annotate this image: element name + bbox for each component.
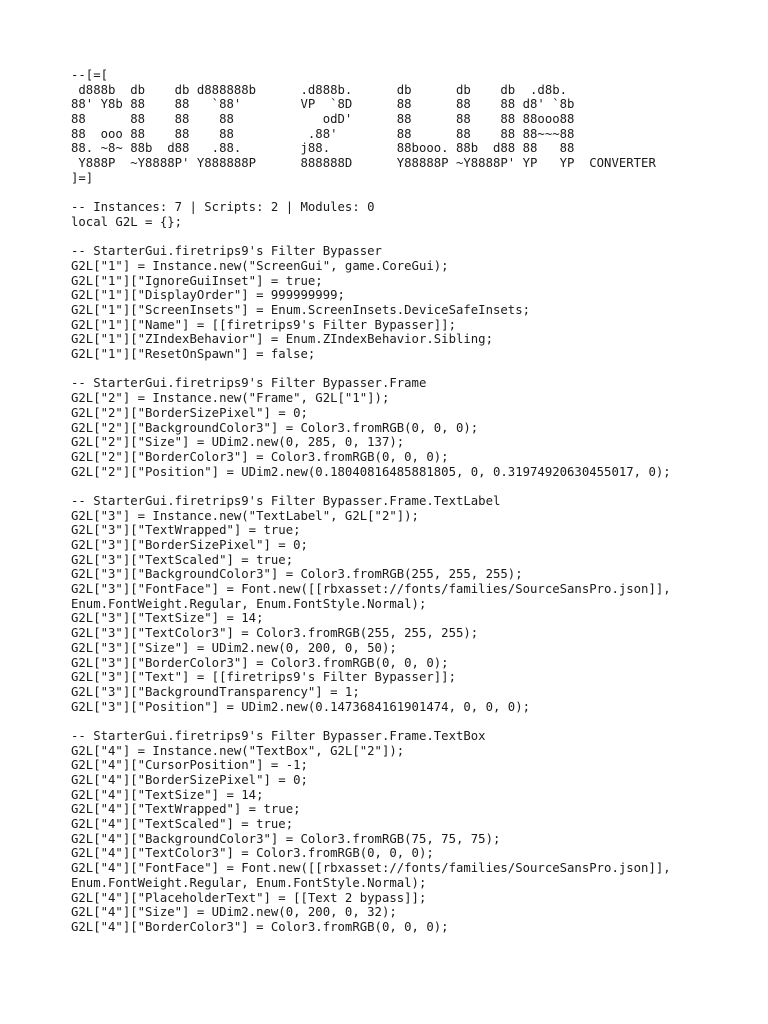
code-comment: -- StarterGui.firetrips9's Filter Bypasser.Frame.TextBox — [71, 728, 486, 743]
code-line: G2L["4"]["PlaceholderText"] = [[Text 2 bypass]]; — [71, 890, 427, 905]
header-block — [71, 200, 761, 229]
code-line: G2L["2"]["BackgroundColor3"] = Color3.fromRGB(0, 0, 0); — [71, 420, 479, 435]
code-line: G2L["4"]["TextSize"] = 14; — [71, 787, 264, 802]
code-line: Enum.FontWeight.Regular, Enum.FontStyle.Normal); — [71, 875, 427, 890]
code-line: ]=] — [71, 170, 94, 185]
code-document — [71, 68, 761, 935]
code-line: G2L["2"]["Size"] = UDim2.new(0, 285, 0, 137); — [71, 435, 405, 450]
code-line: G2L["1"]["ResetOnSpawn"] = false; — [71, 347, 316, 362]
code-line: G2L["3"]["BorderSizePixel"] = 0; — [71, 538, 308, 552]
blank-line — [71, 186, 761, 201]
code-line: G2L["3"] = Instance.new("TextLabel", G2L["2"]); — [71, 508, 419, 523]
code-line: G2L["2"]["Position"] = UDim2.new(0.18040816485881805, 0, 0.31974920630455017, 0); — [71, 464, 671, 479]
code-line: G2L["1"]["IgnoreGuiInset"] = true; — [71, 273, 323, 288]
code-line: G2L["1"]["Name"] = [[firetrips9's Filter Bypasser]]; — [71, 317, 456, 332]
code-line: G2L["3"]["BorderColor3"] = Color3.fromRGB(0, 0, 0); — [71, 655, 449, 670]
ascii-banner — [71, 68, 761, 186]
textlabel-block — [71, 494, 761, 714]
code-line: G2L["3"]["Text"] = [[firetrips9's Filter Bypasser]]; — [71, 670, 456, 685]
code-line: G2L["2"]["BorderSizePixel"] = 0; — [71, 405, 308, 420]
code-line: G2L["2"]["BorderColor3"] = Color3.fromRGB(0, 0, 0); — [71, 449, 449, 464]
frame-block — [71, 376, 761, 479]
code-line: G2L["1"]["DisplayOrder"] = 999999999; — [71, 288, 345, 303]
code-line: G2L["3"]["Position"] = UDim2.new(0.1473684161901474, 0, 0, 0); — [71, 699, 531, 714]
code-line: G2L["2"] = Instance.new("Frame", G2L["1"]); — [71, 391, 390, 406]
code-line: G2L["1"] = Instance.new("ScreenGui", game.CoreGui); — [71, 258, 449, 273]
code-line: G2L["3"]["TextWrapped"] = true; — [71, 523, 301, 538]
code-line: G2L["1"]["ScreenInsets"] = Enum.ScreenInsets.DeviceSafeInsets; — [71, 303, 531, 317]
code-line: G2L["4"]["FontFace"] = Font.new([[rbxasset://fonts/families/SourceSansPro.json]], — [71, 861, 671, 876]
code-line: G2L["4"] = Instance.new("TextBox", G2L["2"]); — [71, 743, 405, 758]
code-line: G2L["1"]["ZIndexBehavior"] = Enum.ZIndexBehavior.Sibling; — [71, 332, 493, 347]
code-line: G2L["4"]["Size"] = UDim2.new(0, 200, 0, 32); — [71, 905, 397, 920]
code-line: Enum.FontWeight.Regular, Enum.FontStyle.Normal); — [71, 596, 427, 611]
code-comment: -- StarterGui.firetrips9's Filter Bypasser.Frame — [71, 376, 427, 391]
blank-line — [71, 230, 761, 245]
code-line: 88 88 88 88 odD' 88 88 88 88ooo88 — [71, 112, 575, 127]
code-line: local G2L = {}; — [71, 214, 183, 229]
code-line: G2L["3"]["TextColor3"] = Color3.fromRGB(255, 255, 255); — [71, 626, 479, 641]
textbox-block — [71, 729, 761, 935]
code-line: G2L["4"]["CursorPosition"] = -1; — [71, 758, 308, 773]
code-line: G2L["3"]["FontFace"] = Font.new([[rbxasset://fonts/families/SourceSansPro.json]], — [71, 582, 671, 597]
code-line: G2L["4"]["BackgroundColor3"] = Color3.fromRGB(75, 75, 75); — [71, 831, 501, 846]
blank-line — [71, 479, 761, 494]
code-line: 88' Y8b 88 88 `88' VP `8D 88 88 88 d8' `8b — [71, 97, 575, 112]
code-line: G2L["3"]["BackgroundTransparency"] = 1; — [71, 684, 360, 699]
code-line: G2L["4"]["TextColor3"] = Color3.fromRGB(0, 0, 0); — [71, 846, 434, 861]
screengui-block — [71, 244, 761, 362]
code-comment: -- StarterGui.firetrips9's Filter Bypasser.Frame.TextLabel — [71, 493, 501, 508]
code-line: G2L["3"]["Size"] = UDim2.new(0, 200, 0, 50); — [71, 640, 397, 655]
code-line: G2L["4"]["TextWrapped"] = true; — [71, 802, 301, 817]
code-line: Y888P ~Y8888P' Y888888P 888888D Y88888P ~Y8888P' YP YP CONVERTER — [71, 156, 656, 171]
code-line: d888b db db d888888b .d888b. db db db .d8b. — [71, 82, 568, 97]
code-line: G2L["3"]["TextScaled"] = true; — [71, 552, 294, 567]
blank-line — [71, 714, 761, 729]
code-line: G2L["3"]["TextSize"] = 14; — [71, 611, 264, 626]
code-line: G2L["4"]["BorderColor3"] = Color3.fromRGB(0, 0, 0); — [71, 919, 449, 934]
code-line: 88. ~8~ 88b d88 .88. j88. 88booo. 88b d88 88 88 — [71, 141, 575, 156]
code-line: -- Instances: 7 | Scripts: 2 | Modules: 0 — [71, 200, 375, 215]
blank-line — [71, 362, 761, 377]
code-line: --[=[ — [71, 68, 109, 82]
code-line: 88 ooo 88 88 88 .88' 88 88 88 88~~~88 — [71, 126, 575, 141]
code-line: G2L["4"]["BorderSizePixel"] = 0; — [71, 773, 308, 787]
code-line: G2L["4"]["TextScaled"] = true; — [71, 817, 294, 832]
code-comment: -- StarterGui.firetrips9's Filter Bypasser — [71, 244, 382, 259]
code-line: G2L["3"]["BackgroundColor3"] = Color3.fromRGB(255, 255, 255); — [71, 567, 523, 582]
